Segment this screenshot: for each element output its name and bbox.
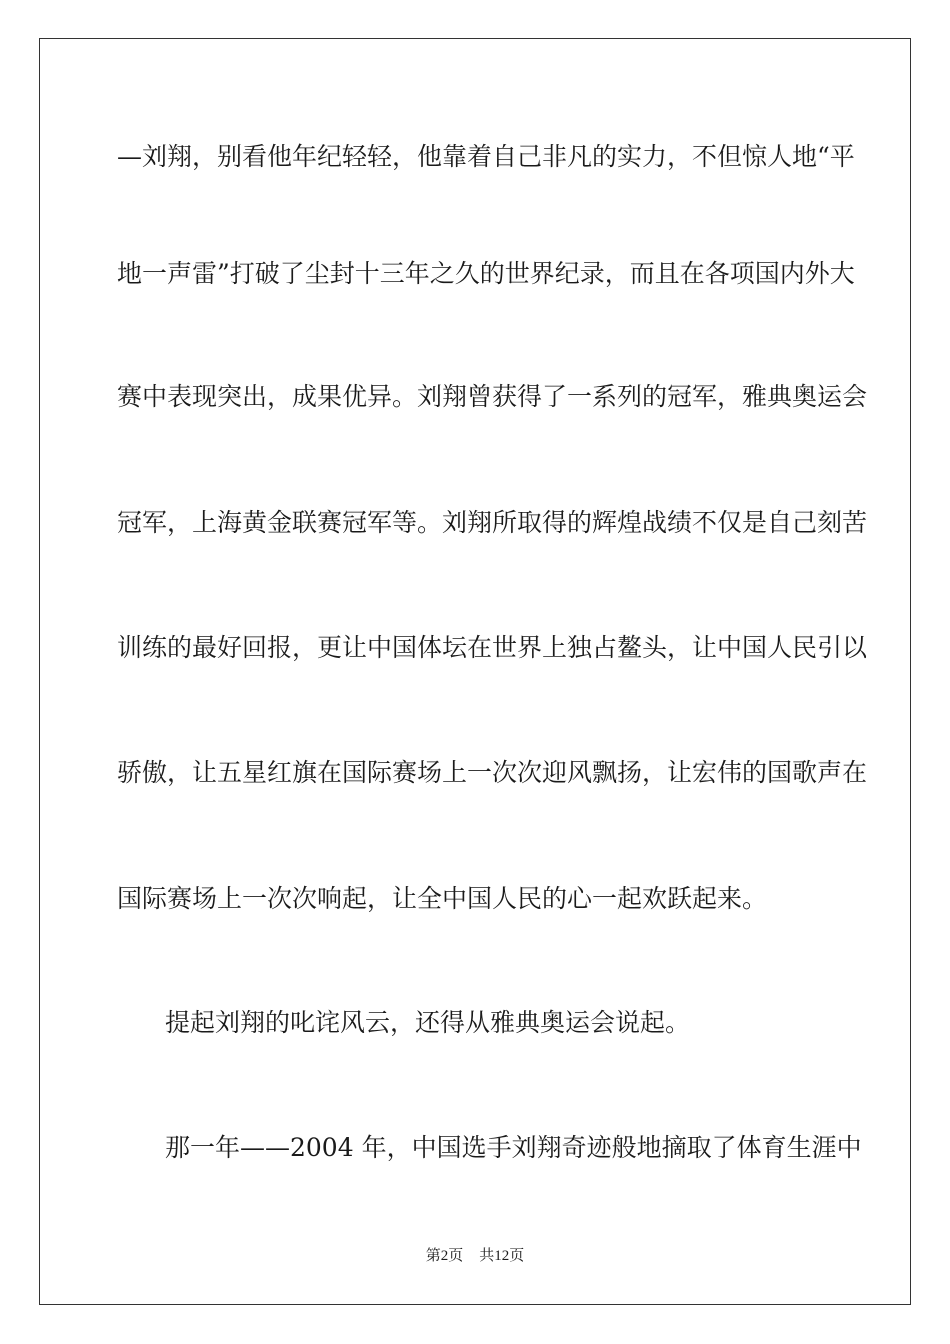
body-line-6: 骄傲，让五星红旗在国际赛场上一次次迎风飘扬，让宏伟的国歌声在 — [117, 758, 868, 787]
page-border — [39, 38, 911, 1305]
paragraph-2004: 那一年——2004 年，中国选手刘翔奇迹般地摘取了体育生涯中 — [165, 1133, 862, 1162]
body-line-7: 国际赛场上一次次响起，让全中国人民的心一起欢跃起来。 — [117, 884, 768, 913]
body-line-3: 赛中表现突出，成果优异。刘翔曾获得了一系列的冠军，雅典奥运会 — [117, 382, 868, 411]
body-line-2: 地一声雷”打破了尘封十三年之久的世界纪录，而且在各项国内外大 — [117, 259, 855, 288]
body-line-5: 训练的最好回报，更让中国体坛在世界上独占鳌头，让中国人民引以 — [117, 633, 868, 662]
page-total: 共12页 — [479, 1248, 525, 1264]
paragraph-intro: 提起刘翔的叱诧风云，还得从雅典奥运会说起。 — [165, 1008, 691, 1037]
body-line-1: —刘翔，别看他年纪轻轻，他靠着自己非凡的实力，不但惊人地“平 — [117, 142, 855, 171]
body-line-4: 冠军，上海黄金联赛冠军等。刘翔所取得的辉煌战绩不仅是自己刻苦 — [117, 508, 868, 537]
page-footer — [0, 1246, 950, 1266]
page-number: 第2页 — [425, 1248, 464, 1264]
